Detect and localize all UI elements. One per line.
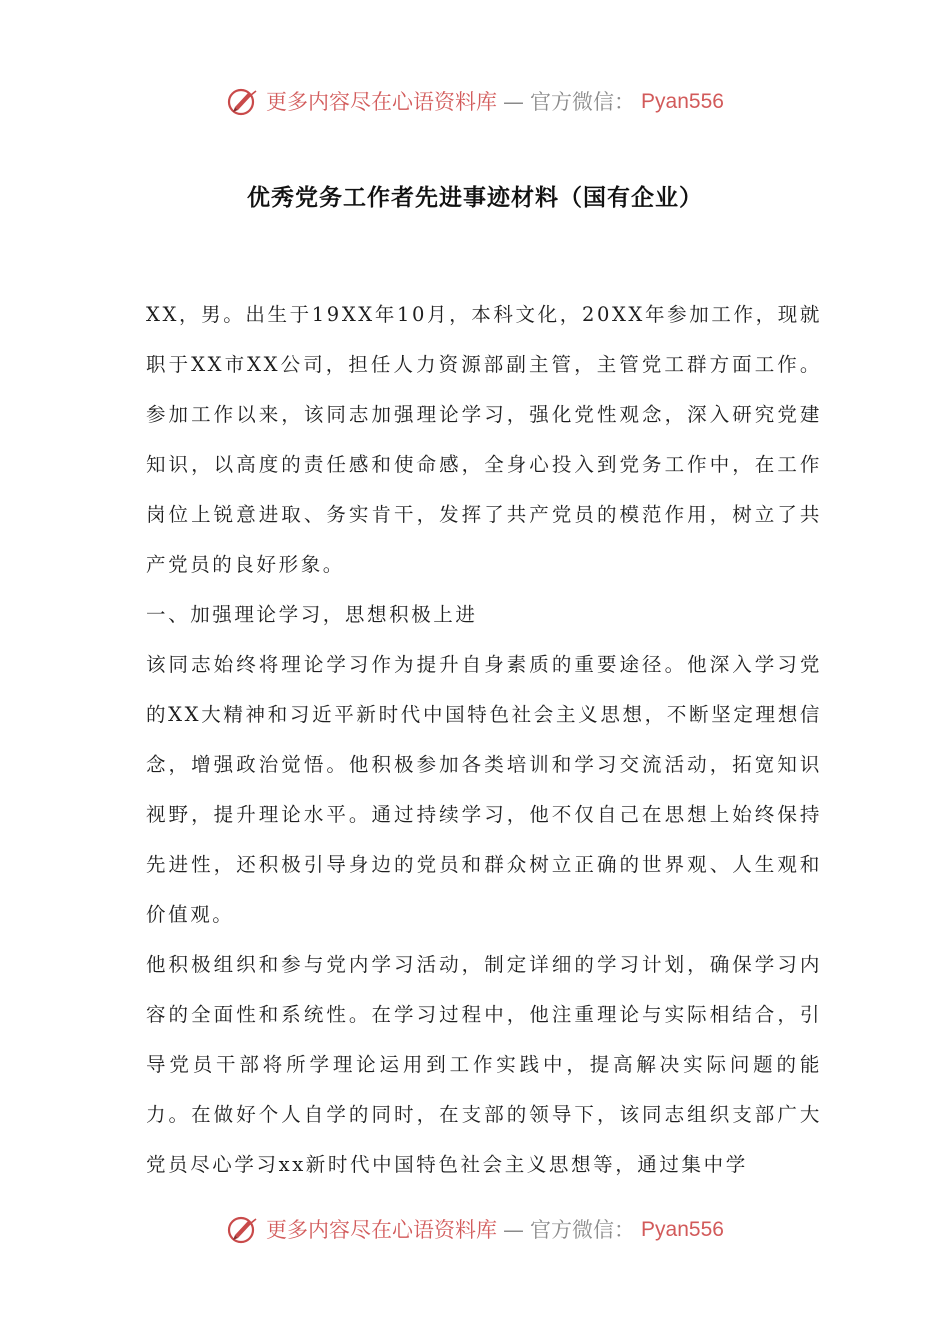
section-heading: 一、加强理论学习，思想积极上进 [146, 603, 478, 626]
paragraph-intro: XX，男。出生于19XX年10月，本科文化，20XX年参加工作，现就职于XX市XX公司，担任人力资源部副主管，主管党工群方面工作。参加工作以来，该同志加强理论学习，强化党性观念，深入研究党建知识，以高度的责任感和使命感，全身心投入到党务工作中，在工作岗位上锐意进取、务实肯干，发挥了共产党员的模范作用，树立了共产党员的良好形象。 [146, 303, 822, 576]
watermark-contact-label: 官方微信： [530, 90, 636, 114]
document-body [146, 290, 822, 1190]
paragraph-study: 该同志始终将理论学习作为提升自身素质的重要途径。他深入学习党的XX大精神和习近平新时代中国特色社会主义思想，不断坚定理想信念，增强政治觉悟。他积极参加各类培训和学习交流活动，拓宽知识视野，提升理论水平。通过持续学习，他不仅自己在思想上始终保持先进性，还积极引导身边的党员和群众树立正确的世界观、人生观和价值观。 [146, 653, 822, 926]
footer-watermark [0, 1210, 950, 1250]
header-watermark [0, 82, 950, 122]
watermark-separator: — [503, 90, 525, 114]
watermark-contact-id: Pyan556 [641, 90, 724, 113]
watermark-contact-label: 官方微信： [530, 1218, 636, 1242]
watermark-text: 更多内容尽在心语资料库 [266, 1218, 498, 1242]
pen-logo-icon [226, 1213, 260, 1247]
watermark-text: 更多内容尽在心语资料库 [266, 90, 498, 114]
watermark-separator: — [503, 1218, 525, 1242]
watermark-contact-id: Pyan556 [641, 1218, 724, 1241]
paragraph-organize: 他积极组织和参与党内学习活动，制定详细的学习计划，确保学习内容的全面性和系统性。在学习过程中，他注重理论与实际相结合，引导党员干部将所学理论运用到工作实践中，提高解决实际问题的能力。在做好个人自学的同时，在支部的领导下，该同志组织支部广大党员尽心学习xx新时代中国特色社会主义思想等，通过集中学 [146, 953, 822, 1176]
document-title: 优秀党务工作者先进事迹材料（国有企业） [247, 185, 703, 211]
pen-logo-icon [226, 85, 260, 119]
